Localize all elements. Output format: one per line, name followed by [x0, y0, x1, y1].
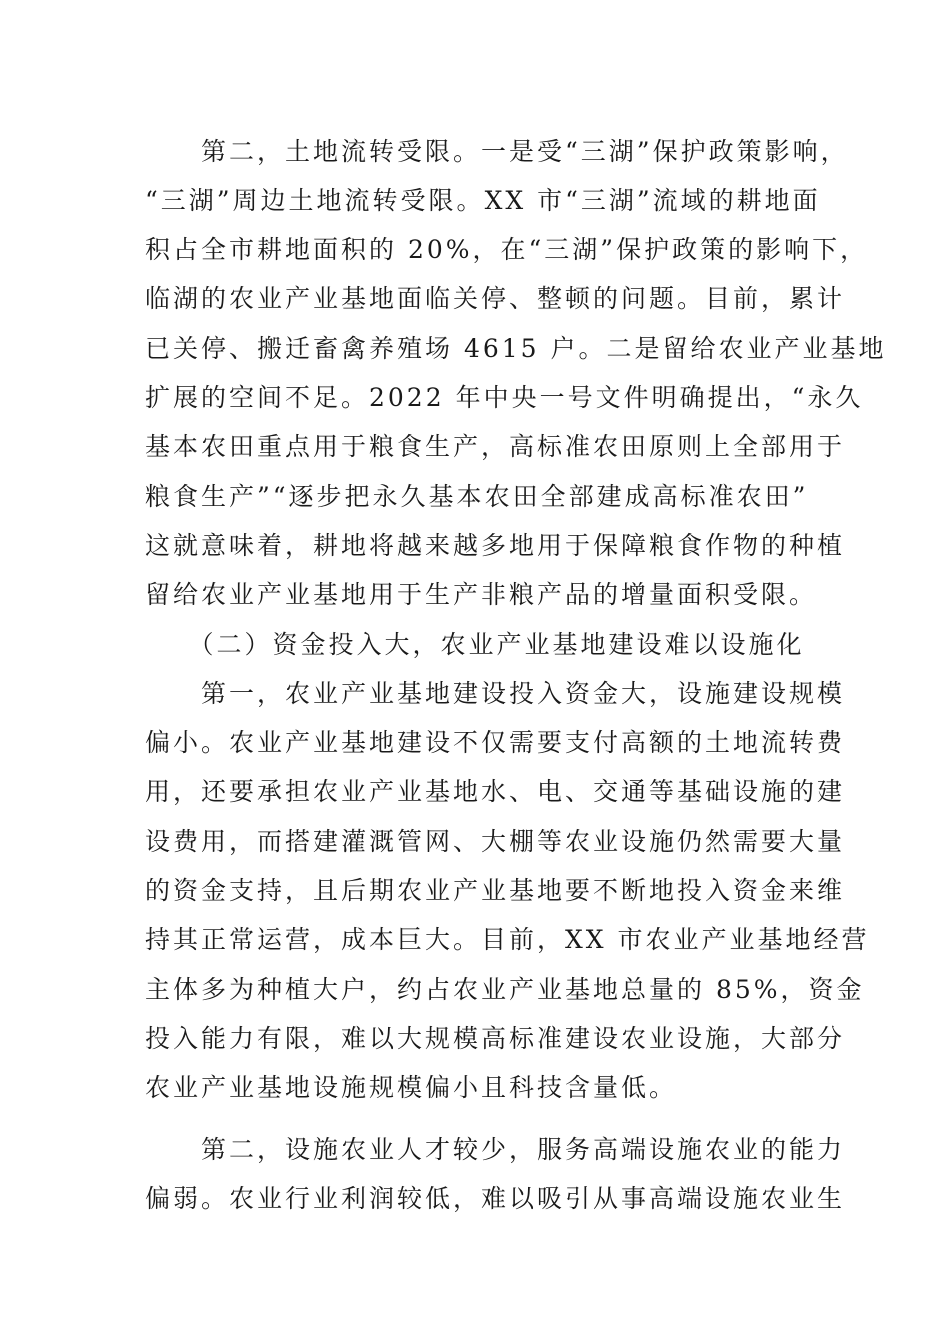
text-line: 的资金支持，且后期农业产业基地要不断地投入资金来维	[145, 876, 846, 905]
text-line: 粮食生产”“逐步把永久基本农田全部建成高标准农田”	[145, 482, 809, 511]
text-line: 第一，农业产业基地建设投入资金大，设施建设规模	[145, 679, 846, 708]
text-line: 偏弱。农业行业利润较低，难以吸引从事高端设施农业生	[145, 1184, 846, 1213]
text-line: 投入能力有限，难以大规模高标准建设农业设施，大部分	[145, 1024, 846, 1053]
text-line: 扩展的空间不足。2022 年中央一号文件明确提出，“永久	[145, 383, 864, 412]
text-line: 主体多为种植大户，约占农业产业基地总量的 85%，资金	[145, 975, 865, 1004]
text-line: 持其正常运营，成本巨大。目前，XX 市农业产业基地经营	[145, 925, 870, 954]
text-line: “三湖”周边土地流转受限。XX 市“三湖”流域的耕地面	[145, 186, 821, 215]
section-heading: （二）资金投入大，农业产业基地建设难以设施化	[145, 630, 805, 659]
text-line: 用，还要承担农业产业基地水、电、交通等基础设施的建	[145, 777, 846, 806]
text-line: 第二，土地流转受限。一是受“三湖”保护政策影响，	[145, 137, 849, 166]
text-line: 积占全市耕地面积的 20%，在“三湖”保护政策的影响下，	[145, 235, 869, 264]
text-line: 基本农田重点用于粮食生产，高标准农田原则上全部用于	[145, 432, 846, 461]
text-line: 这就意味着，耕地将越来越多地用于保障粮食作物的种植	[145, 531, 846, 560]
text-line: 第二，设施农业人才较少，服务高端设施农业的能力	[145, 1135, 846, 1164]
text-line: 留给农业产业基地用于生产非粮产品的增量面积受限。	[145, 580, 818, 609]
text-line: 临湖的农业产业基地面临关停、整顿的问题。目前，累计	[145, 284, 846, 313]
text-line: 已关停、搬迁畜禽养殖场 4615 户。二是留给农业产业基地	[145, 334, 887, 363]
text-line: 偏小。农业产业基地建设不仅需要支付高额的土地流转费	[145, 728, 846, 757]
text-line: 农业产业基地设施规模偏小且科技含量低。	[145, 1073, 678, 1102]
text-line: 设费用，而搭建灌溉管网、大棚等农业设施仍然需要大量	[145, 827, 846, 856]
